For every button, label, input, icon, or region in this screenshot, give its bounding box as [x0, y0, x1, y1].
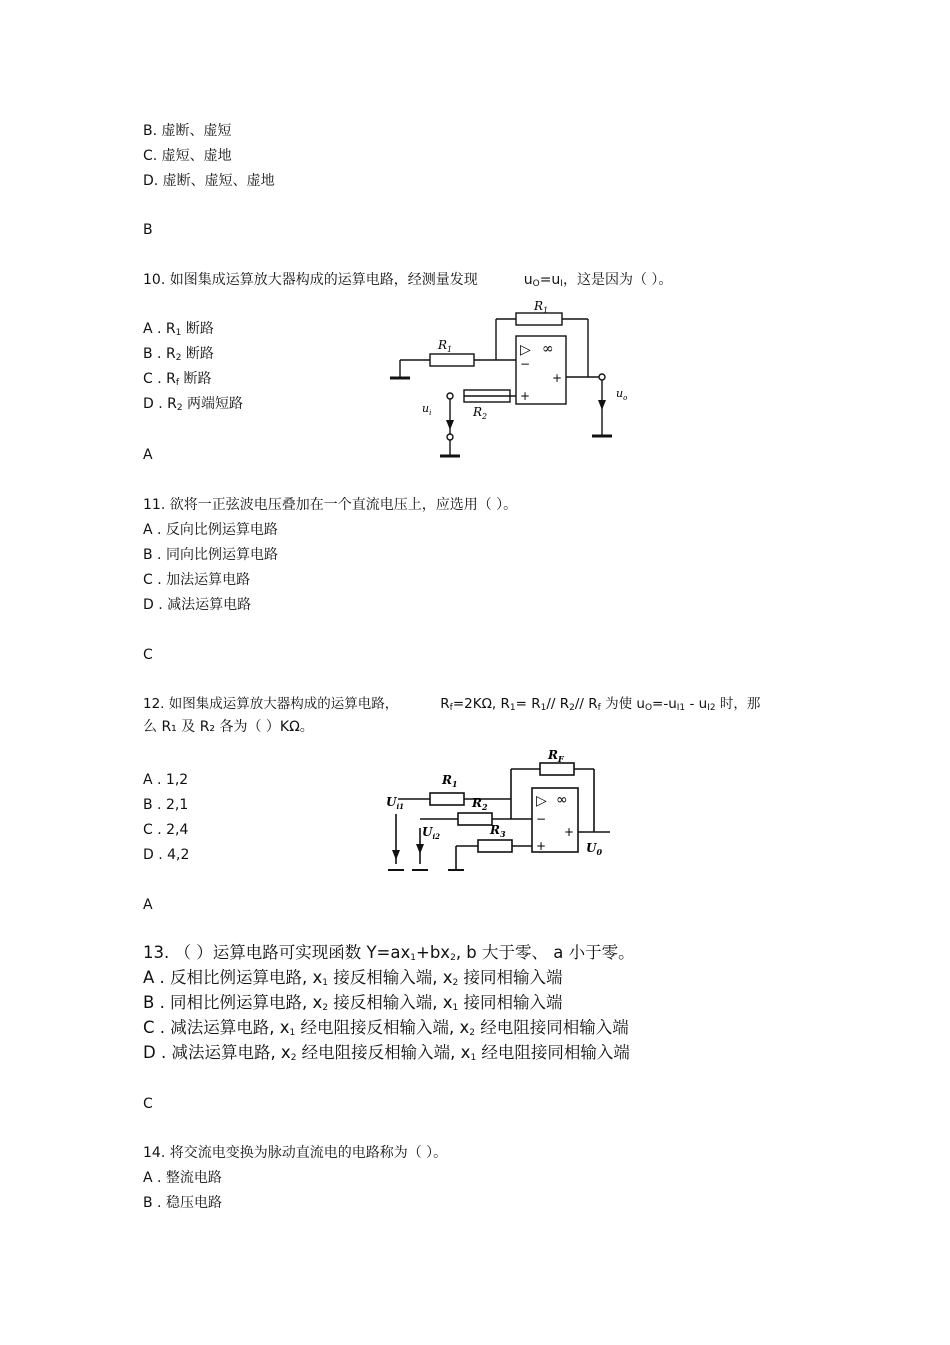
q10-r1-top-resistor [516, 313, 562, 325]
q10-option-a: A . $R_1$ 断路 [143, 321, 214, 338]
q10-label-uo: $u_o$ [616, 387, 628, 402]
q12-amp-plus-in: + [536, 839, 547, 853]
q10-amp-minus: − [520, 357, 531, 371]
q12-label-rf: $R_F$ [548, 748, 564, 764]
q12-option-c: C . 2,4 [143, 822, 189, 838]
q10-answer: A [143, 447, 153, 463]
q12-amp-minus: − [536, 812, 547, 826]
q12-label-r2: $R_2$ [472, 796, 488, 812]
q10-amp-triangle-icon: ▷ [520, 342, 531, 358]
q10-stem: 10. 如图集成运算放大器构成的运算电路，经测量发现 $u_O=u_I$，这是因为（ ）。 [143, 272, 673, 289]
q13-option-b: B . 同相比例运算电路, $x_2$ 接反相输入端, $x_1$ 接同相输入端 [143, 993, 563, 1013]
q12-label-uo: $U_0$ [586, 841, 603, 857]
q12-label-r1: $R_1$ [442, 773, 458, 789]
q12-r1-resistor [430, 793, 464, 805]
q12-label-ui2: $U_{i2}$ [422, 825, 440, 841]
q11-answer: C [143, 647, 153, 663]
q12-stem-line1: 12. 如图集成运算放大器构成的运算电路， $R_f=2K\Omega$, $R_1= R_1//$ $R_2//$ $R_f$ 为使 $u_O=-u_{I1} - u_{I2}$ 时，那 [143, 696, 761, 713]
q13-option-a: A . 反相比例运算电路, $x_1$ 接反相输入端, $x_2$ 接同相输入端 [143, 968, 563, 988]
q12-rf-resistor [540, 763, 574, 775]
q11-option-d: D . 减法运算电路 [143, 597, 252, 613]
q10-amp-plus-out: + [552, 371, 563, 385]
q10-option-c: C . $R_f$ 断路 [143, 371, 212, 388]
q12-stem-line2: 么 R₁ 及 R₂ 各为（ ）KΩ。 [143, 719, 314, 735]
q12-answer: A [143, 897, 153, 913]
q14-option-a: A . 整流电路 [143, 1170, 222, 1186]
q13-stem: 13. （ ）运算电路可实现函数 $Y=ax_1+bx_2$, b 大于零、 a 小于零。 [143, 943, 635, 963]
q10-label-r-bottom: $R_2$ [473, 405, 488, 421]
q11-option-c: C . 加法运算电路 [143, 572, 251, 588]
q10-label-ui: $u_i$ [422, 402, 432, 417]
q12-r2-resistor [458, 813, 492, 825]
q14-stem: 14. 将交流电变换为脉动直流电的电路称为（ ）。 [143, 1145, 448, 1161]
q12-amp-infinity-icon: ∞ [556, 792, 568, 808]
q12-label-r3: $R_3$ [490, 823, 506, 839]
q10-amp-infinity-icon: ∞ [542, 341, 554, 357]
q10-label-r-top: $R_1$ [534, 299, 549, 315]
q13-option-c: C . 减法运算电路, $x_1$ 经电阻接反相输入端, $x_2$ 经电阻接同相输入端 [143, 1018, 629, 1038]
q12-circuit-diagram [380, 744, 620, 880]
q11-option-a: A . 反向比例运算电路 [143, 522, 278, 538]
q11-stem: 11. 欲将一正弦波电压叠加在一个直流电压上，应选用（ ）。 [143, 497, 518, 513]
q9-option-d: D. 虚断、虚短、虚地 [143, 173, 275, 189]
q10-r1-left-resistor [430, 354, 474, 366]
q9-option-c: C. 虚短、虚地 [143, 148, 232, 164]
q9-option-b: B. 虚断、虚短 [143, 123, 232, 139]
q11-option-b: B . 同向比例运算电路 [143, 547, 278, 563]
q14-option-b: B . 稳压电路 [143, 1195, 222, 1211]
q10-option-b: B . $R_2$ 断路 [143, 346, 214, 363]
q10-label-r-left: $R_1$ [438, 338, 453, 354]
q12-amp-plus-out: + [564, 825, 575, 839]
q12-label-ui1: $U_{i1}$ [386, 795, 404, 811]
q12-option-a: A . 1,2 [143, 772, 189, 788]
q13-answer: C [143, 1096, 153, 1112]
q13-option-d: D . 减法运算电路, $x_2$ 经电阻接反相输入端, $x_1$ 经电阻接同相输入端 [143, 1043, 630, 1063]
q12-amp-triangle-icon: ▷ [536, 793, 547, 809]
q9-answer: B [143, 222, 153, 238]
q10-option-d: D . $R_2$ 两端短路 [143, 396, 244, 413]
q12-r3-resistor [478, 840, 512, 852]
q12-option-b: B . 2,1 [143, 797, 189, 813]
q12-option-d: D . 4,2 [143, 847, 190, 863]
q10-amp-plus-in: + [520, 389, 531, 403]
q10-circuit-diagram [380, 292, 640, 462]
